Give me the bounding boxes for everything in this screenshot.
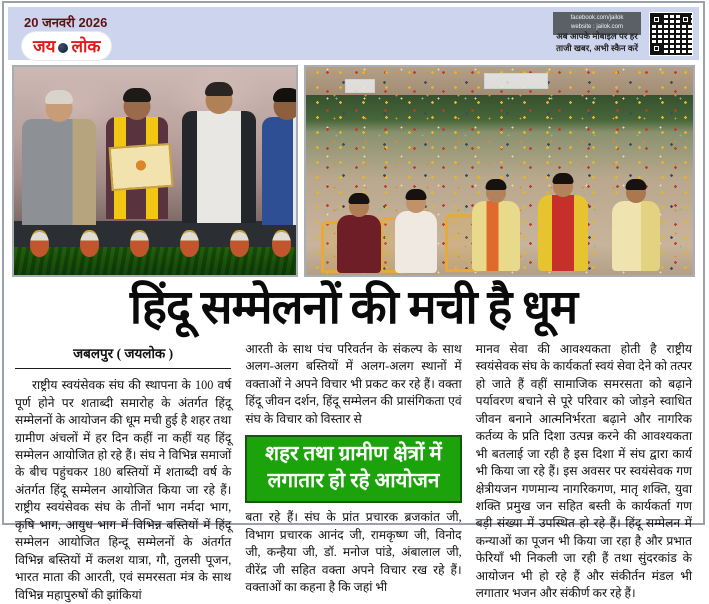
masthead: [8, 7, 699, 60]
newspaper-page: [2, 1, 705, 602]
grass-strip: [14, 247, 296, 275]
headline: हिंदू सम्मेलनों की मची है धूम: [129, 282, 578, 334]
dateline-rule: [15, 368, 231, 369]
qr-finder-icon: [651, 14, 662, 25]
kalash-pot: [80, 232, 99, 257]
highlight-line1: शहर तथा ग्रामीण क्षेत्रों में: [265, 443, 442, 466]
person-figure: [22, 119, 96, 225]
mobile-promo-line1: अब आपके मोबाइल पर हर: [556, 31, 638, 41]
website-url: website : jailok.com: [570, 24, 624, 31]
globe-icon: [58, 43, 68, 53]
article-body: [15, 341, 692, 602]
photo-row: [12, 65, 695, 277]
qr-finder-icon: [680, 14, 691, 25]
audience-member: [395, 211, 437, 273]
audience-member: [538, 195, 588, 271]
paragraph: मानव सेवा की आवश्यकता होती है राष्ट्रीय स्वयंसेवक संघ के कार्यकर्ता स्वयं सेवा देने को तत्पर हो जाते हैं वहीं सामाजिक समरसता को बढ़ाने पर्यावरण बचाने से पूरे परिवार को जोड़ने स्वाधित जीवन बनाने आत्मनिर्भरता बढ़ाने और नागरिक कर्तव्य के प्रति दिशा उत्पन्न करने की आवश्यकता भी बतलाई जा रही है इस दिशा में संघ द्वारा कार्य भी किया जा रहे हैं। इस अवसर पर स्वयंसेवक गण क्षेत्रीयजन गणमान्य नागरिकगण, मातृ शक्ति, युवा शक्ति प्रमुख जन सहित बस्ती के कार्यकर्ता गण बड़ी संख्या में उपस्थित हो रहे हैं। हिंदू सम्मेलन में कन्याओं का पूजन भी किया जा रहा है और प्रभात फेरियाँ भी निकली जा रही हैं तथा सुंदरकांड के आयोजन भी हो रहे हैं और संकीर्तन मंडल भी लगातार भजन और संकीर्ण कर रहे हैं।: [475, 342, 692, 601]
banner: [345, 79, 375, 93]
article-column-2: [245, 341, 462, 595]
edition-date: 20 जनवरी 2026: [24, 15, 108, 30]
logo-text-left: जय: [33, 37, 56, 56]
mobile-promo-text: [545, 31, 649, 55]
person-figure: [262, 117, 298, 225]
paragraph: बता रहे हैं। संघ के प्रांत प्रचारक ब्रजकांत जी, विभाग प्रचारक आनंद जी, रामकृष्ण जी, विनोद जी, कन्हैया जी, डॉ. मनोज पांडे, अंबालाल जी, वीरेंद्र जी सहित वक्ता अपने विचार रख रहे हैं। वक्ताओं का कहना है कि जहां भी: [245, 510, 462, 595]
qr-finder-icon: [651, 43, 662, 54]
facebook-url: facebook.com/jailok: [570, 15, 624, 21]
person-figure: [182, 111, 256, 223]
stage-felicitation-photo: [12, 65, 298, 277]
certificate: [109, 143, 174, 191]
stage-table: [14, 221, 296, 249]
kalash-pot: [130, 232, 149, 257]
banner: [484, 73, 548, 89]
audience-member: [612, 201, 660, 271]
kalash-pot: [230, 232, 249, 257]
paragraph: राष्ट्रीय स्वयंसेवक संघ की स्थापना के 100 वर्ष पूर्ण होने पर शताब्दी समारोह के अंतर्गत हिंदू सम्मेलनों के आयोजन की धूम मची हुई है शहर तथा ग्रामीण अंचलों में हर दिन कहीं ना कहीं यह हिंदू सम्मेलन आयोजित हो रहे हैं। संघ ने विभिन्न समाजों के बीच पहुंचकर 180 बस्तियों में शताब्दी वर्ष के अंतर्गत हिंदू सम्मेलन आयोजित किया जा रहे हैं। राष्ट्रीय स्वयंसेवक संघ के तीनों भाग नर्मदा भाग, कृषि भाग, आयुध भाग में विभिन्न बस्तियों में हिंदू सम्मेलन आयोजित हिन्दू सम्मेलनों के अंतर्गत विभिन्न बस्तियों में कलश यात्रा, गौ, तुलसी पूजन, भारत माता की आरती, एवं समरसता मंत्र के साथ विभिन्न महापुरुषों की झांकियां: [15, 378, 232, 602]
audience-member: [337, 215, 381, 273]
newspaper-logo: [22, 32, 111, 60]
logo-text-right: लोक: [71, 37, 101, 56]
mobile-promo-line2: ताजी खबर, अभी स्कैन करें: [556, 42, 638, 53]
paragraph: आरती के साथ पंच परिवर्तन के संकल्प के साथ अलग-अलग बस्तियों में अलग-अलग स्थानों में वक्ताओं ने अपने विचार भी प्रकट कर रहे हैं। वक्ता हिंदू जीवन दर्शन, हिंदू सम्मेलन की प्रासंगिकता एवं संघ के विचार को विस्तार से: [245, 342, 462, 426]
article-column-3: [475, 341, 692, 601]
highlight-box: [245, 435, 461, 503]
article-column-1: [15, 341, 232, 602]
audience-member: [472, 201, 520, 271]
dateline: जबलपुर ( जयलोक ): [73, 346, 174, 361]
qr-code: [649, 12, 693, 56]
highlight-line2: लगातार हो रहे आयोजन: [267, 470, 440, 493]
kalash-pot: [180, 232, 199, 257]
kalash-pot: [30, 232, 49, 257]
audience-crowd-photo: [304, 65, 695, 277]
kalash-pot: [272, 232, 291, 257]
